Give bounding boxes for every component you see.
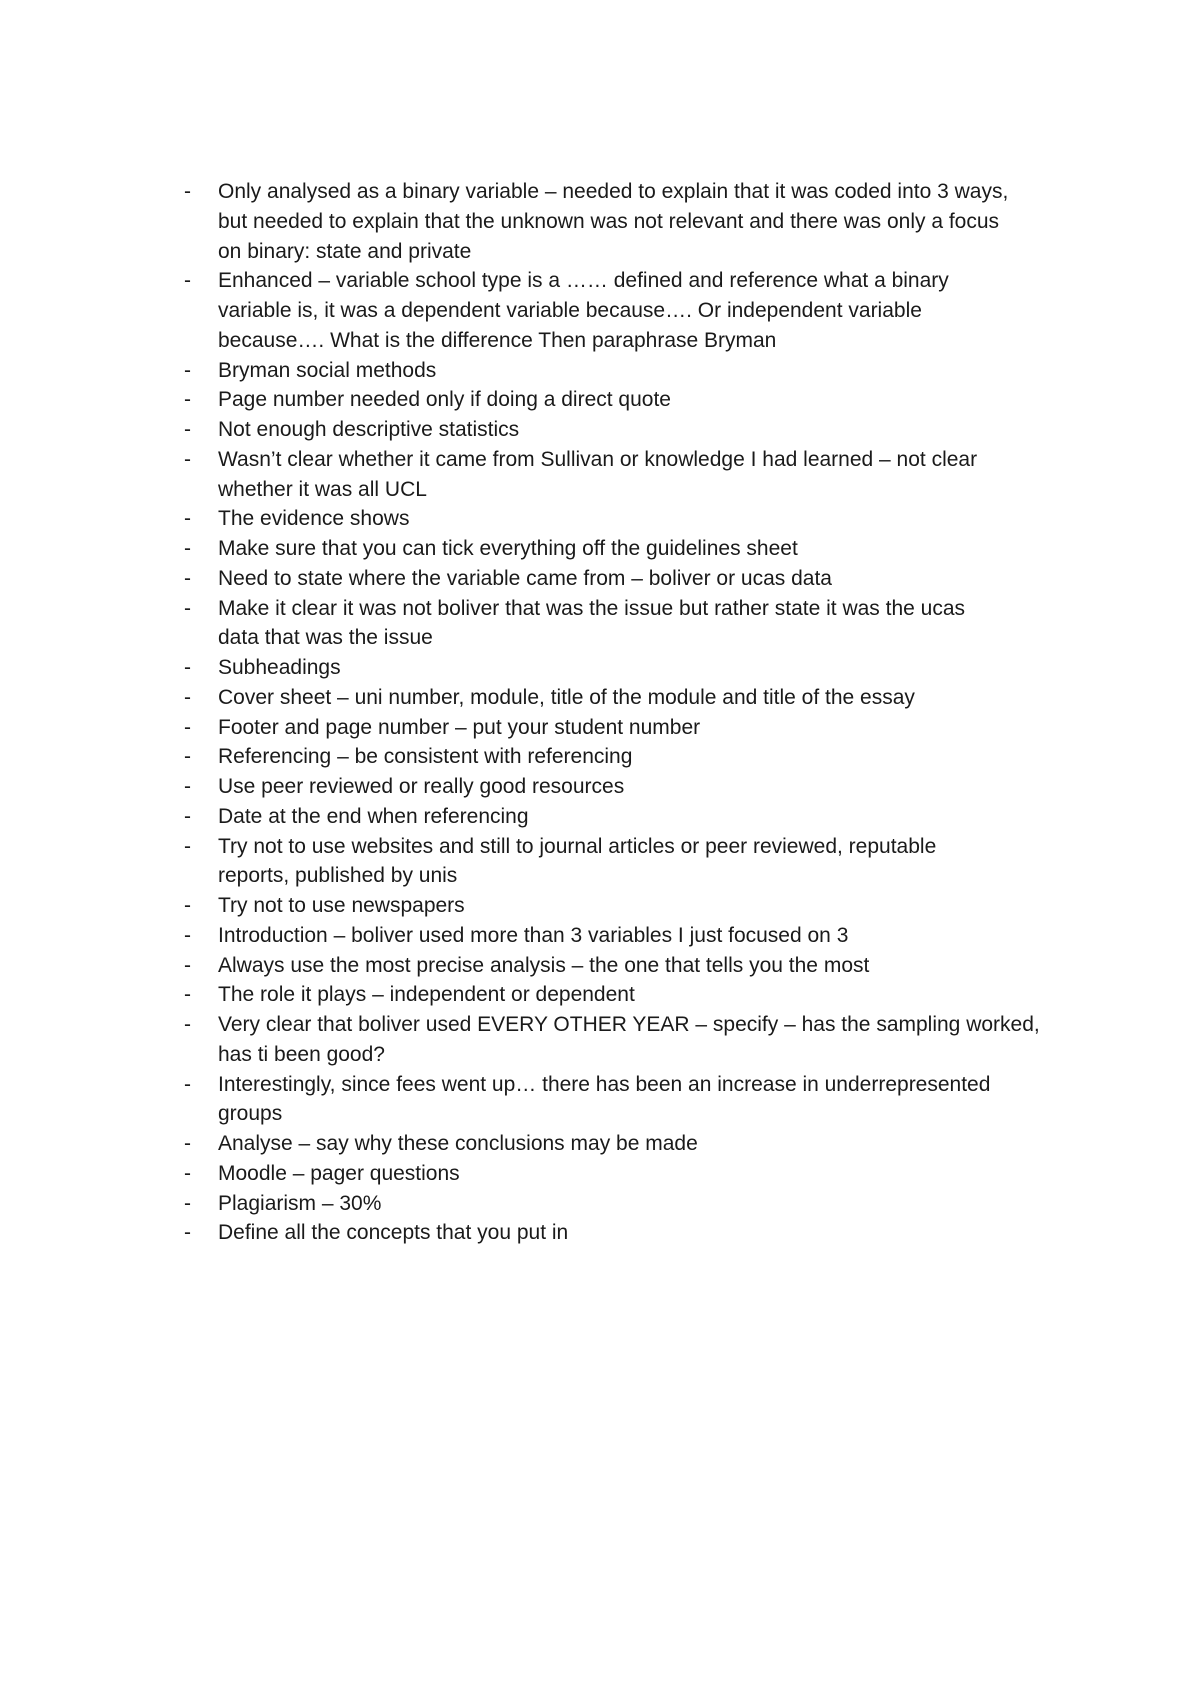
list-item xyxy=(184,1189,1064,1219)
list-item-line: Define all the concepts that you put in xyxy=(218,1221,569,1245)
list-item-text xyxy=(218,802,1064,832)
list-item-text xyxy=(218,772,1064,802)
bullet-dash: - xyxy=(184,685,191,709)
list-item xyxy=(184,445,1064,505)
list-item-text xyxy=(218,1070,1064,1130)
list-item-line: The evidence shows xyxy=(218,507,410,531)
bullet-dash: - xyxy=(184,507,191,531)
list-item-text xyxy=(218,1218,1064,1248)
list-item-text xyxy=(218,594,1064,654)
list-item-line: on binary: state and private xyxy=(218,239,472,263)
list-item-line: Bryman social methods xyxy=(218,358,437,382)
list-item-text xyxy=(218,1159,1064,1189)
list-item-line: Plagiarism – 30% xyxy=(218,1191,382,1215)
bullet-dash: - xyxy=(184,1013,191,1036)
bullet-dash: - xyxy=(184,1221,191,1245)
list-item xyxy=(184,951,1064,981)
bullet-dash: - xyxy=(184,1072,191,1096)
list-item-line: because…. What is the difference Then paraphrase Bryman xyxy=(218,328,777,352)
list-item-line: Page number needed only if doing a direct quote xyxy=(218,388,671,412)
list-item-text xyxy=(218,504,1064,534)
bullet-dash: - xyxy=(184,447,191,471)
bullet-dash: - xyxy=(184,834,191,858)
list-item-text xyxy=(218,980,1064,1010)
bullet-dash: - xyxy=(184,745,191,769)
bullet-dash: - xyxy=(184,715,191,739)
list-item xyxy=(184,683,1064,713)
list-item-text xyxy=(218,445,1064,505)
list-item-text xyxy=(218,534,1064,564)
bullet-dash: - xyxy=(184,180,191,203)
list-item-line: Referencing – be consistent with referencing xyxy=(218,745,633,769)
list-item-line: has ti been good? xyxy=(218,1042,385,1066)
list-item xyxy=(184,1129,1064,1159)
list-item xyxy=(184,266,1064,355)
list-item xyxy=(184,534,1064,564)
bullet-dash: - xyxy=(184,804,191,828)
list-item-text xyxy=(218,683,1064,713)
bullet-dash: - xyxy=(184,596,191,620)
list-item-text xyxy=(218,1010,1064,1070)
list-item xyxy=(184,980,1064,1010)
list-item-line: Use peer reviewed or really good resources xyxy=(218,775,625,798)
list-item xyxy=(184,742,1064,772)
list-item xyxy=(184,1070,1064,1130)
list-item xyxy=(184,653,1064,683)
list-item-text xyxy=(218,266,1064,355)
list-item-line: Enhanced – variable school type is a …… defined and reference what a binary xyxy=(218,269,949,293)
bullet-dash: - xyxy=(184,388,191,412)
bullet-dash: - xyxy=(184,1132,191,1155)
list-item-text xyxy=(218,742,1064,772)
bullet-dash: - xyxy=(184,656,191,679)
list-item xyxy=(184,415,1064,445)
list-item xyxy=(184,594,1064,654)
list-item-line: groups xyxy=(218,1102,283,1126)
bullet-dash: - xyxy=(184,1191,191,1215)
bullet-list xyxy=(184,177,1064,1248)
bullet-dash: - xyxy=(184,894,191,917)
list-item-text xyxy=(218,921,1064,951)
bullet-dash: - xyxy=(184,775,191,798)
list-item xyxy=(184,356,1064,386)
list-item-text xyxy=(218,891,1064,921)
list-item-line: but needed to explain that the unknown was not relevant and there was only a focus xyxy=(218,209,1000,233)
list-item-text xyxy=(218,385,1064,415)
list-item-line: Make it clear it was not boliver that was the issue but rather state it was the ucas xyxy=(218,596,966,620)
list-item-text xyxy=(218,415,1064,445)
list-item-line: Try not to use websites and still to journal articles or peer reviewed, reputable xyxy=(218,834,937,858)
list-item-line: Only analysed as a binary variable – needed to explain that it was coded into 3 ways, xyxy=(218,180,1009,203)
list-item-line: Moodle – pager questions xyxy=(218,1161,460,1185)
list-item xyxy=(184,504,1064,534)
list-item xyxy=(184,772,1064,802)
list-item-text xyxy=(218,1189,1064,1219)
list-item-text xyxy=(218,1129,1064,1159)
bullet-dash: - xyxy=(184,537,191,560)
list-item-text xyxy=(218,177,1064,266)
list-item xyxy=(184,385,1064,415)
list-item-line: Date at the end when referencing xyxy=(218,804,529,828)
bullet-dash: - xyxy=(184,358,191,382)
bullet-dash: - xyxy=(184,953,191,977)
list-item-text xyxy=(218,564,1064,594)
list-item-line: Wasn’t clear whether it came from Sullivan or knowledge I had learned – not clear xyxy=(218,447,978,471)
list-item xyxy=(184,891,1064,921)
list-item-line: Make sure that you can tick everything off the guidelines sheet xyxy=(218,537,798,560)
list-item xyxy=(184,713,1064,743)
list-item-line: Subheadings xyxy=(218,656,341,679)
list-item-line: data that was the issue xyxy=(218,626,433,650)
list-item-text xyxy=(218,653,1064,683)
bullet-dash: - xyxy=(184,269,191,293)
list-item-line: Always use the most precise analysis – the one that tells you the most xyxy=(218,953,870,977)
list-item-line: Footer and page number – put your student number xyxy=(218,715,701,739)
bullet-dash: - xyxy=(184,983,191,1007)
bullet-dash: - xyxy=(184,923,191,947)
list-item-line: variable is, it was a dependent variable because…. Or independent variable xyxy=(218,299,922,322)
list-item xyxy=(184,1218,1064,1248)
list-item-line: Very clear that boliver used EVERY OTHER YEAR – specify – has the sampling worked, xyxy=(218,1013,1040,1036)
list-item xyxy=(184,1159,1064,1189)
list-item-line: Not enough descriptive statistics xyxy=(218,418,520,441)
list-item-text xyxy=(218,356,1064,386)
list-item-line: Cover sheet – uni number, module, title of the module and title of the essay xyxy=(218,685,915,709)
list-item-line: The role it plays – independent or dependent xyxy=(218,983,635,1007)
list-item-text xyxy=(218,951,1064,981)
bullet-dash: - xyxy=(184,1161,191,1185)
list-item-line: Analyse – say why these conclusions may be made xyxy=(218,1132,698,1155)
list-item-text xyxy=(218,713,1064,743)
bullet-dash: - xyxy=(184,418,191,441)
list-item-line: reports, published by unis xyxy=(218,864,458,888)
list-item-text xyxy=(218,832,1064,892)
list-item-line: Introduction – boliver used more than 3 variables I just focused on 3 xyxy=(218,923,849,947)
list-item xyxy=(184,921,1064,951)
list-item-line: Try not to use newspapers xyxy=(218,894,465,917)
bullet-dash: - xyxy=(184,566,191,590)
list-item xyxy=(184,832,1064,892)
list-item xyxy=(184,177,1064,266)
list-item xyxy=(184,802,1064,832)
list-item xyxy=(184,564,1064,594)
list-item xyxy=(184,1010,1064,1070)
list-item-line: whether it was all UCL xyxy=(218,477,427,501)
list-item-line: Interestingly, since fees went up… there has been an increase in underrepresented xyxy=(218,1072,991,1096)
list-item-line: Need to state where the variable came from – boliver or ucas data xyxy=(218,566,832,590)
